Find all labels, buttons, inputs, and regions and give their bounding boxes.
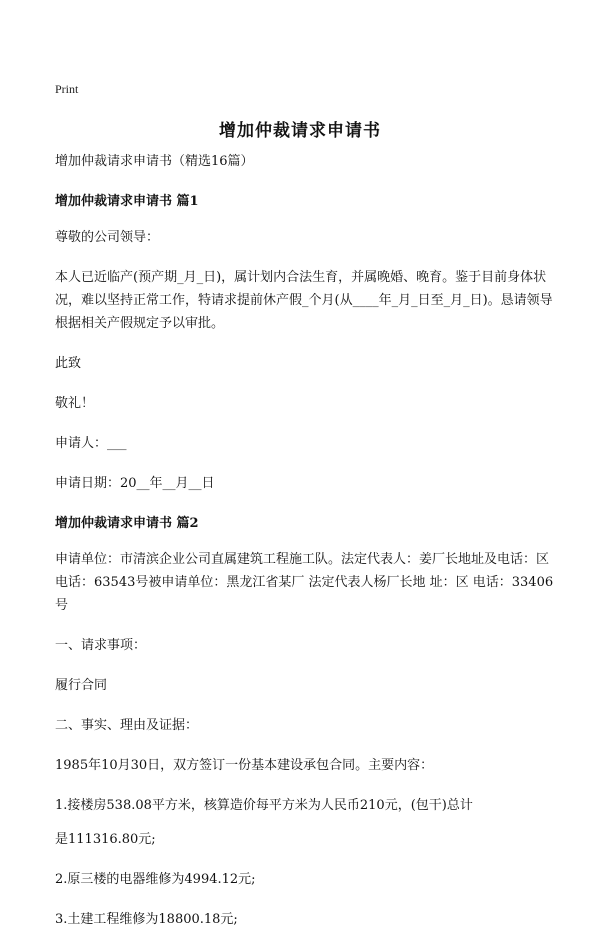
salutation: 尊敬的公司领导：	[55, 230, 160, 245]
request-paragraph: 本人已近临产(预产期_月_日)，属计划内合法生育，并属晚婚、晚育。鉴于目前身体状况，难以坚持正常工作，特请求提前休产假_个月(从____年_月_日至_月_日)。恳请领导根据相关产假规定予以审批。	[55, 270, 553, 331]
closing-line-2: 敬礼！	[55, 396, 95, 411]
facts-heading: 二、事实、理由及证据：	[55, 718, 199, 733]
claim-item: 履行合同	[55, 678, 108, 693]
list-item-continuation: 是111316.80元;	[55, 832, 156, 847]
list-item: 3.土建工程维修为18800.18元;	[55, 912, 238, 927]
page-title: 增加仲裁请求申请书	[219, 121, 381, 141]
parties-paragraph: 申请单位：市清滨企业公司直属建筑工程施工队。法定代表人：姜厂长地址及电话：区 电话：63543号被申请单位：黑龙江省某厂 法定代表人杨厂长地 址：区 电话：33406号	[55, 552, 554, 613]
facts-intro: 1985年10月30日，双方签订一份基本建设承包合同。主要内容：	[55, 758, 434, 773]
list-item: 2.原三楼的电器维修为4994.12元;	[55, 872, 256, 887]
closing-line-1: 此致	[55, 356, 82, 371]
date-line: 申请日期：20__年__月__日	[55, 476, 215, 491]
document-body	[55, 150, 555, 948]
print-label: Print	[55, 82, 79, 96]
intro-line: 增加仲裁请求申请书（精选16篇）	[55, 154, 254, 169]
claims-heading: 一、请求事项：	[55, 638, 147, 653]
applicant-line: 申请人：___	[55, 436, 127, 451]
section-heading-1: 增加仲裁请求申请书 篇1	[55, 194, 199, 209]
list-item: 1.接楼房538.08平方米，核算造价每平方米为人民币210元，(包干)总计	[55, 798, 473, 813]
section-heading-2: 增加仲裁请求申请书 篇2	[55, 516, 199, 531]
